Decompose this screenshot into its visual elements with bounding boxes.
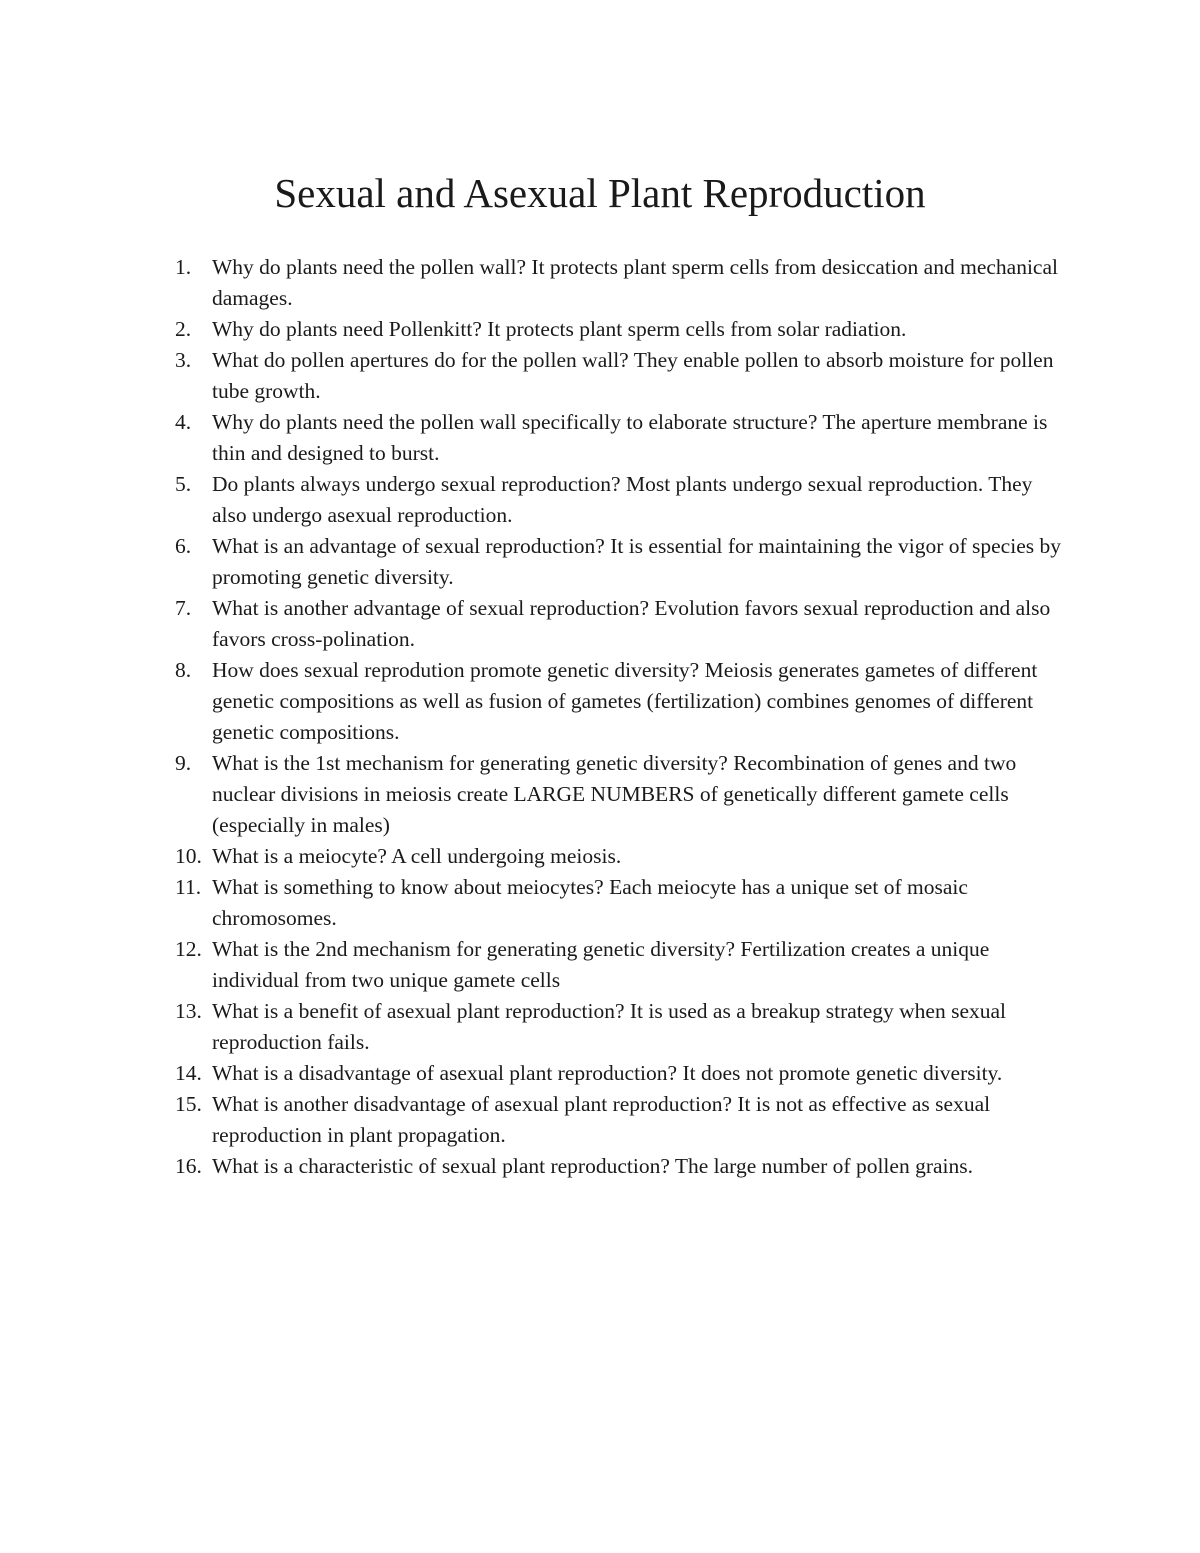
item-text: What do pollen apertures do for the pollen wall? They enable pollen to absorb moisture for pollen tube growth. xyxy=(212,348,1054,403)
list-item xyxy=(0,1151,1064,1182)
item-number: 9. xyxy=(175,751,192,775)
item-text: What is a disadvantage of asexual plant reproduction? It does not promote genetic diversity. xyxy=(212,1061,1003,1085)
list-item xyxy=(0,407,1064,469)
item-number: 6. xyxy=(175,534,192,558)
list-item xyxy=(0,469,1064,531)
item-text: Why do plants need Pollenkitt? It protects plant sperm cells from solar radiation. xyxy=(212,317,907,341)
item-text: What is a meiocyte? A cell undergoing meiosis. xyxy=(212,844,622,868)
item-text: What is something to know about meiocytes? Each meiocyte has a unique set of mosaic chromosomes. xyxy=(212,875,968,930)
item-number: 11. xyxy=(175,875,202,899)
item-number: 8. xyxy=(175,658,192,682)
list-item xyxy=(0,1058,1064,1089)
list-item xyxy=(0,1089,1064,1151)
item-text: Why do plants need the pollen wall? It protects plant sperm cells from desiccation and mechanical damages. xyxy=(212,255,1058,310)
item-number: 13. xyxy=(175,999,202,1023)
item-text: What is an advantage of sexual reproduction? It is essential for maintaining the vigor of species by promoting genetic diversity. xyxy=(212,534,1061,589)
list-item xyxy=(0,841,1064,872)
item-text: What is another disadvantage of asexual plant reproduction? It is not as effective as sexual reproduction in plant propagation. xyxy=(212,1092,991,1147)
item-number: 1. xyxy=(175,255,192,279)
item-number: 12. xyxy=(175,937,202,961)
item-text: How does sexual reprodution promote genetic diversity? Meiosis generates gametes of different genetic compositions as well as fusion of gametes (fertilization) combines genomes of different genetic compositions. xyxy=(212,658,1038,744)
item-number: 7. xyxy=(175,596,192,620)
item-number: 5. xyxy=(175,472,192,496)
question-list xyxy=(0,252,1200,1182)
list-item xyxy=(0,345,1064,407)
item-number: 16. xyxy=(175,1154,202,1178)
list-item xyxy=(0,748,1064,841)
item-number: 14. xyxy=(175,1061,202,1085)
page-title: Sexual and Asexual Plant Reproduction xyxy=(274,170,926,216)
list-item xyxy=(0,934,1064,996)
item-text: What is a characteristic of sexual plant reproduction? The large number of pollen grains. xyxy=(212,1154,973,1178)
list-item xyxy=(0,252,1064,314)
item-number: 15. xyxy=(175,1092,202,1116)
item-number: 4. xyxy=(175,410,192,434)
item-text: Why do plants need the pollen wall specifically to elaborate structure? The aperture membrane is thin and designed to burst. xyxy=(212,410,1048,465)
list-item xyxy=(0,655,1064,748)
item-text: What is a benefit of asexual plant reproduction? It is used as a breakup strategy when sexual reproduction fails. xyxy=(212,999,1007,1054)
item-number: 2. xyxy=(175,317,192,341)
item-number: 10. xyxy=(175,844,202,868)
item-number: 3. xyxy=(175,348,192,372)
list-item xyxy=(0,996,1064,1058)
item-text: What is another advantage of sexual reproduction? Evolution favors sexual reproduction and also favors cross-polination. xyxy=(212,596,1051,651)
list-item xyxy=(0,531,1064,593)
item-text: Do plants always undergo sexual reproduction? Most plants undergo sexual reproduction. They also undergo asexual reproduction. xyxy=(212,472,1033,527)
item-text: What is the 2nd mechanism for generating genetic diversity? Fertilization creates a unique individual from two unique gamete cells xyxy=(212,937,990,992)
list-item xyxy=(0,314,1064,345)
list-item xyxy=(0,872,1064,934)
list-item xyxy=(0,593,1064,655)
item-text: What is the 1st mechanism for generating genetic diversity? Recombination of genes and two nuclear divisions in meiosis create LARGE NUMBERS of genetically different gamete cells (especially in males) xyxy=(212,751,1017,837)
